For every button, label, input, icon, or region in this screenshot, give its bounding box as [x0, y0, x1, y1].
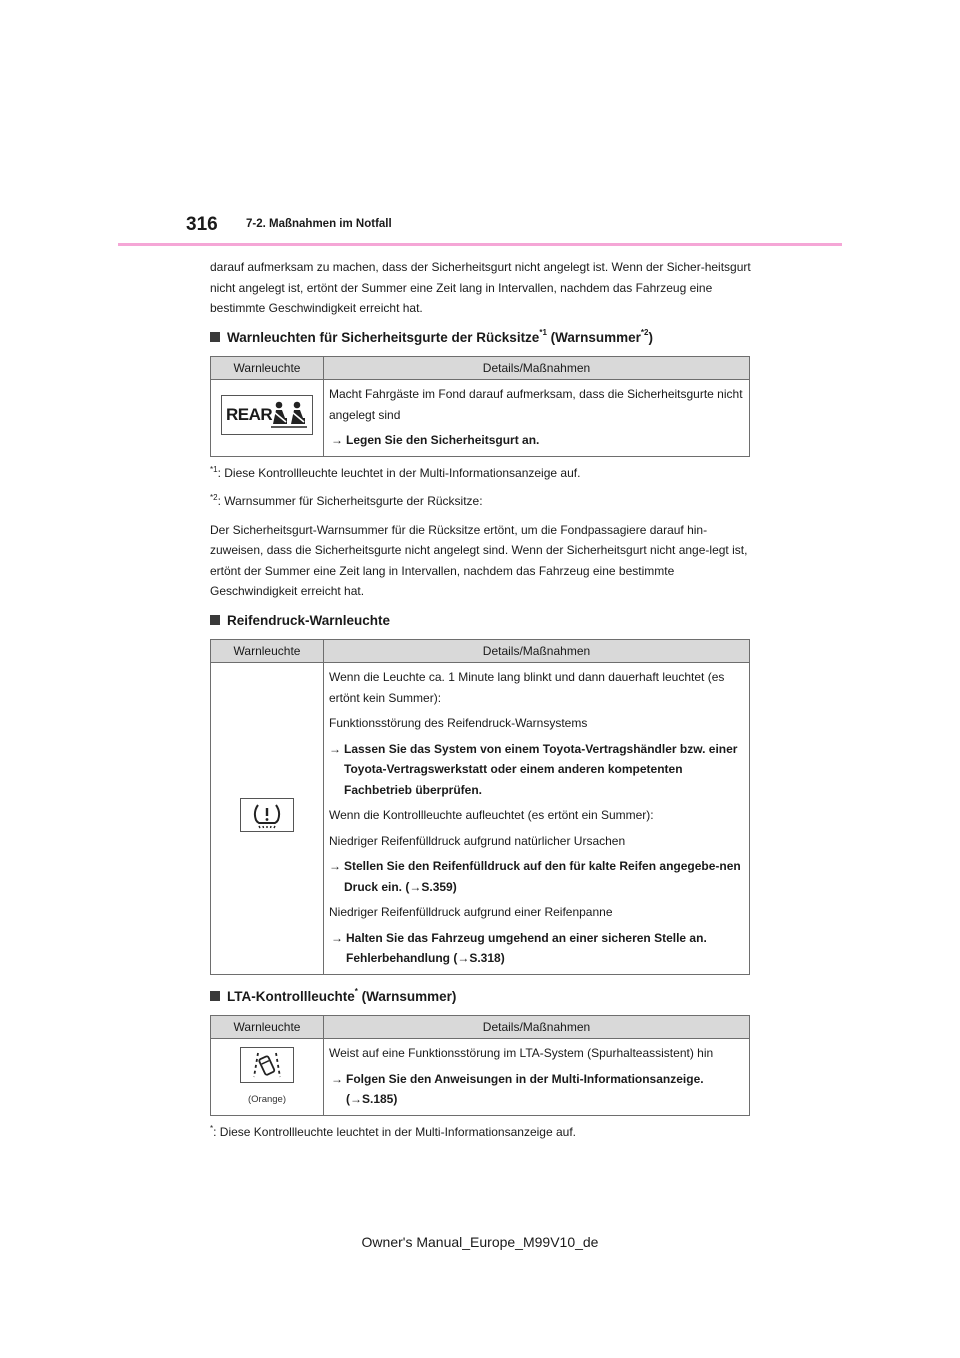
page-content [210, 257, 755, 1150]
column-header: Details/Maßnahmen [324, 640, 750, 663]
details-cell [324, 663, 750, 975]
intro-paragraph: darauf aufmerksam zu machen, dass der Sicherheitsgurt nicht angelegt ist. Wenn der Sicher-heitsgurt nicht angelegt ist, ertönt der Summer eine Zeit lang in Intervallen, nachdem das Fahrzeug eine bestimmte Geschwindigkeit erreicht hat. [210, 260, 751, 315]
icon-text: REAR [226, 404, 273, 424]
heading-text: Warnleuchten für Sicherheitsgurte der Rücksitze [227, 329, 540, 345]
detail-text: Niedriger Reifenfülldruck aufgrund einer Reifenpanne [329, 905, 613, 919]
action-line [329, 856, 744, 897]
chapter-title: 7-2. Maßnahmen im Notfall [246, 218, 392, 230]
page-footer: Owner's Manual_Europe_M99V10_de [361, 1234, 599, 1250]
column-header: Details/Maßnahmen [324, 1016, 750, 1039]
action-text: Lassen Sie das System von einem Toyota-Vertragshändler bzw. einer Toyota-Vertragswerkstatt oder einem anderen kompetenten Fachbetrieb überprüfen. [344, 741, 738, 797]
column-header: Warnleuchte [211, 357, 324, 380]
footnote-ref: *2 [640, 328, 649, 337]
footnote-ref: * [354, 987, 358, 996]
action-text: Halten Sie das Fahrzeug umgehend an einer sicheren Stelle an. Fehlerbehandlung (→S.318) [346, 930, 707, 965]
square-bullet-icon [210, 615, 220, 625]
icon-cell [211, 1039, 324, 1116]
footnote-text: : Warnsummer für Sicherheitsgurte der Rücksitze: [217, 494, 483, 508]
column-header: Warnleuchte [211, 640, 324, 663]
footnote-text: : Diese Kontrollleuchte leuchtet in der Multi-Informationsanzeige auf. [213, 1124, 576, 1139]
arrow-icon: → [331, 1071, 343, 1086]
action-text: Folgen Sie den Anweisungen in der Multi-Informationsanzeige. (→S.185) [346, 1071, 704, 1106]
action-text: Legen Sie den Sicherheitsgurt an. [346, 433, 540, 447]
arrow-icon: → [331, 930, 343, 945]
footnote-ref: *1 [539, 328, 547, 337]
heading-text: Reifendruck-Warnleuchte [227, 612, 391, 628]
rear-seatbelt-warning-icon [221, 395, 313, 435]
arrow-icon: → [331, 433, 343, 447]
action-text: Stellen Sie den Reifenfülldruck auf den für kalte Reifen angegebe-nen Druck ein. (→S.359) [344, 859, 741, 894]
details-cell [324, 1039, 750, 1116]
detail-text: Niedriger Reifenfülldruck aufgrund natürlicher Ursachen [329, 833, 626, 848]
action-line [329, 739, 744, 801]
footnote-symbol: *1 [210, 464, 218, 474]
footnote-1 [210, 463, 755, 486]
action-line [331, 928, 744, 969]
square-bullet-icon [210, 332, 220, 342]
heading-text: LTA-Kontrollleuchte [227, 988, 355, 1004]
section-heading-lta [210, 987, 755, 1008]
buzzer-paragraph: Der Sicherheitsgurt-Warnsummer für die Rücksitze ertönt, um die Fondpassagiere darauf hin-zuweisen, dass die Sicherheitsgurte nicht angelegt sind. Wenn der Sicherheitsgurt nicht ange-legt ist, ertönt der Summer eine Zeit lang in Intervallen, nachdem das Fahrzeug eine bestimmte Geschwindigkeit erreicht hat. [210, 522, 748, 598]
footnote-lta [210, 1122, 755, 1145]
detail-text: Wenn die Leuchte ca. 1 Minute lang blinkt und dann dauerhaft leuchtet (es ertönt kein Summer): [329, 670, 725, 705]
tire-pressure-table [210, 639, 750, 975]
lta-table [210, 1015, 750, 1116]
footnote-text: : Diese Kontrollleuchte leuchtet in der Multi-Informationsanzeige auf. [217, 465, 581, 480]
heading-text: (Warnsummer) [357, 988, 457, 1004]
action-line [331, 1069, 744, 1110]
details-cell [324, 380, 750, 457]
footnote-symbol: * [210, 1123, 214, 1133]
header-rule [118, 243, 842, 246]
action-line [331, 430, 744, 451]
column-header: Details/Maßnahmen [324, 357, 750, 380]
page-number: 316 [186, 214, 218, 235]
icon-cell [211, 663, 324, 975]
rear-belt-table [210, 356, 750, 457]
detail-text: Weist auf eine Funktionsstörung im LTA-System (Spurhalteassistent) hin [329, 1046, 714, 1060]
arrow-icon: → [329, 859, 341, 873]
footnote-symbol: *2 [210, 493, 218, 502]
heading-text: (Warnsummer [546, 329, 641, 345]
section-heading-rear-belt [210, 328, 755, 349]
detail-text: Macht Fahrgäste im Fond darauf aufmerksam, dass die Sicherheitsgurte nicht angelegt sind [329, 387, 743, 422]
tire-pressure-warning-icon [240, 798, 294, 832]
arrow-icon: → [329, 741, 341, 756]
column-header: Warnleuchte [211, 1016, 324, 1039]
detail-text: Wenn die Kontrollleuchte aufleuchtet (es ertönt ein Summer): [329, 808, 654, 822]
detail-text: Funktionsstörung des Reifendruck-Warnsystems [329, 716, 588, 730]
lta-warning-icon [240, 1047, 294, 1083]
section-heading-tire-pressure [210, 611, 755, 632]
heading-text: ) [648, 329, 653, 345]
icon-cell [211, 380, 324, 457]
icon-color-label: (Orange) [247, 1094, 286, 1106]
footnote-2 [210, 491, 755, 514]
square-bullet-icon [210, 991, 220, 1001]
